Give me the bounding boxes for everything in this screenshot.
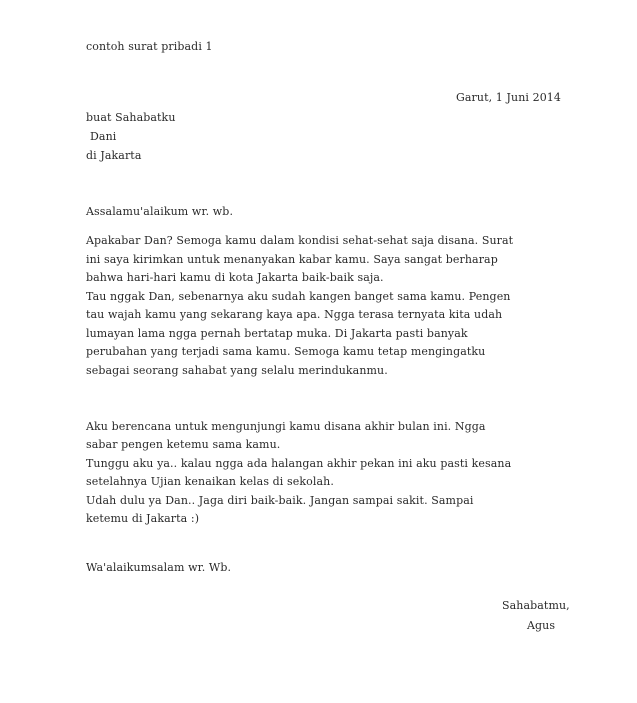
recipient-line: di Jakarta [86,149,142,162]
body-line: setelahnya Ujian kenaikan kelas di sekolah. [86,475,334,488]
body-line: ketemu di Jakarta :) [86,512,200,525]
document-title: contoh surat pribadi 1 [86,40,213,53]
recipient-line: buat Sahabatku [86,111,176,124]
body-line: lumayan lama ngga pernah bertatap muka. Di Jakarta pasti banyak [86,327,468,340]
body-line: tau wajah kamu yang sekarang kaya apa. Ngga terasa ternyata kita udah [86,308,503,321]
body-line: ini saya kirimkan untuk menanyakan kabar kamu. Saya sangat berharap [86,253,498,266]
body-line: sebagai seorang sahabat yang selalu merindukanmu. [86,364,388,377]
body-line: Tau nggak Dan, sebenarnya aku sudah kangen banget sama kamu. Pengen [86,290,511,303]
sender-name: Agus [527,619,556,632]
body-line: Aku berencana untuk mengunjungi kamu disana akhir bulan ini. Ngga [86,420,486,433]
body-line: bahwa hari-hari kamu di kota Jakarta baik-baik saja. [86,271,384,284]
signoff: Sahabatmu, [502,599,570,612]
body-line: perubahan yang terjadi sama kamu. Semoga kamu tetap mengingatku [86,345,486,358]
closing: Wa'alaikumsalam wr. Wb. [86,561,232,574]
body-line: Apakabar Dan? Semoga kamu dalam kondisi sehat-sehat saja disana. Surat [86,234,514,247]
body-line: Udah dulu ya Dan.. Jaga diri baik-baik. Jangan sampai sakit. Sampai [86,494,474,507]
body-line: sabar pengen ketemu sama kamu. [86,438,281,451]
greeting: Assalamu'alaikum wr. wb. [86,205,234,218]
recipient-line: Dani [90,130,117,143]
body-line: Tunggu aku ya.. kalau ngga ada halangan akhir pekan ini aku pasti kesana [86,457,512,470]
letter-date: Garut, 1 Juni 2014 [456,91,561,104]
